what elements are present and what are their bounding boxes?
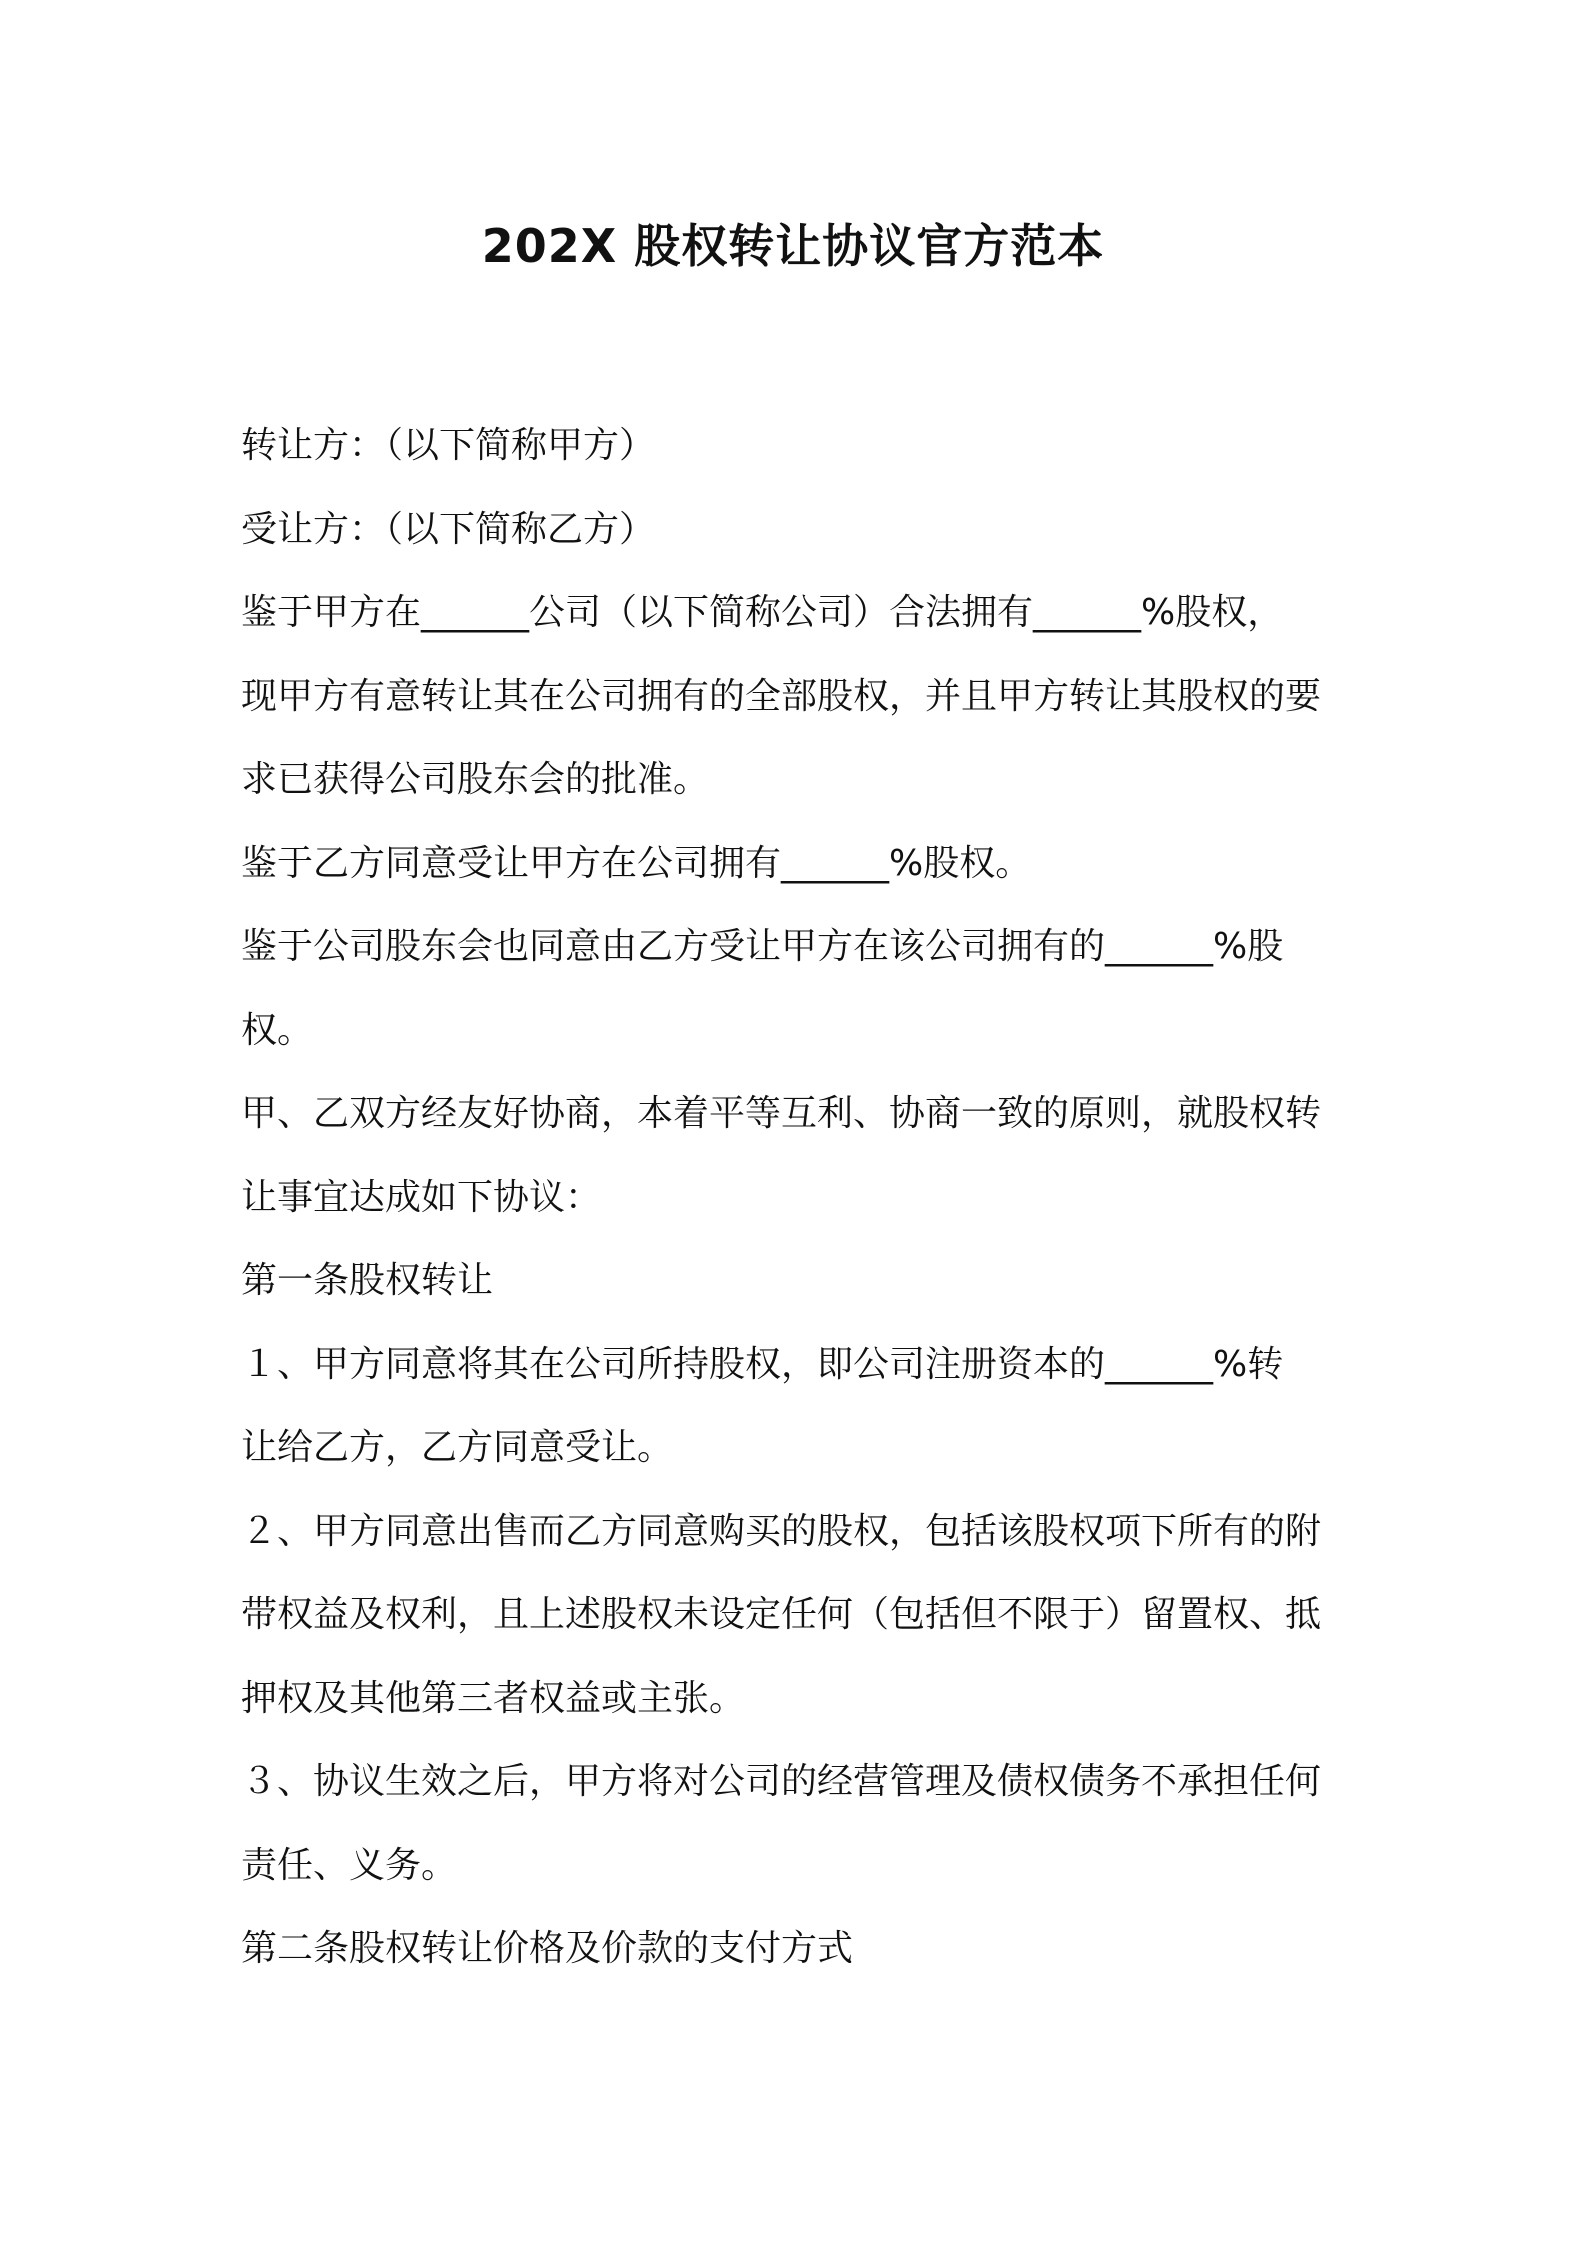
text-line: ３、协议生效之后，甲方将对公司的经营管理及债权债务不承担任何 [241, 1761, 1322, 1802]
text-line: 带权益及权利，且上述股权未设定任何（包括但不限于）留置权、抵 [241, 1594, 1322, 1635]
text-line: １、甲方同意将其在公司所持股权，即公司注册资本的______%转 [241, 1343, 1284, 1385]
document-title: 202X 股权转让协议官方范本 [481, 219, 1105, 273]
text-line: 转让方：（以下简称甲方） [241, 425, 656, 466]
text-line: 让给乙方，乙方同意受让。 [241, 1427, 674, 1468]
text-line: 鉴于公司股东会也同意由乙方受让甲方在该公司拥有的______%股 [241, 926, 1284, 967]
text-line: 现甲方有意转让其在公司拥有的全部股权，并且甲方转让其股权的要 [241, 675, 1322, 717]
text-line: 甲、乙双方经友好协商，本着平等互利、协商一致的原则，就股权转 [241, 1093, 1322, 1134]
text-line: 让事宜达成如下协议： [241, 1176, 602, 1218]
text-line: 权。 [241, 1009, 314, 1051]
text-line: 鉴于甲方在______公司（以下简称公司）合法拥有______%股权， [241, 592, 1284, 633]
text-line: 责任、义务。 [241, 1844, 458, 1886]
text-line: 求已获得公司股东会的批准。 [241, 759, 710, 800]
section-heading-1: 第一条股权转让 [241, 1260, 494, 1301]
document-body [241, 404, 1351, 1991]
text-line: ２、甲方同意出售而乙方同意购买的股权，包括该股权项下所有的附 [241, 1510, 1322, 1552]
text-line: 受让方：（以下简称乙方） [241, 508, 656, 550]
section-heading-2: 第二条股权转让价格及价款的支付方式 [241, 1928, 854, 1969]
text-line: 鉴于乙方同意受让甲方在公司拥有______%股权。 [241, 842, 1032, 884]
text-line: 押权及其他第三者权益或主张。 [241, 1677, 746, 1719]
